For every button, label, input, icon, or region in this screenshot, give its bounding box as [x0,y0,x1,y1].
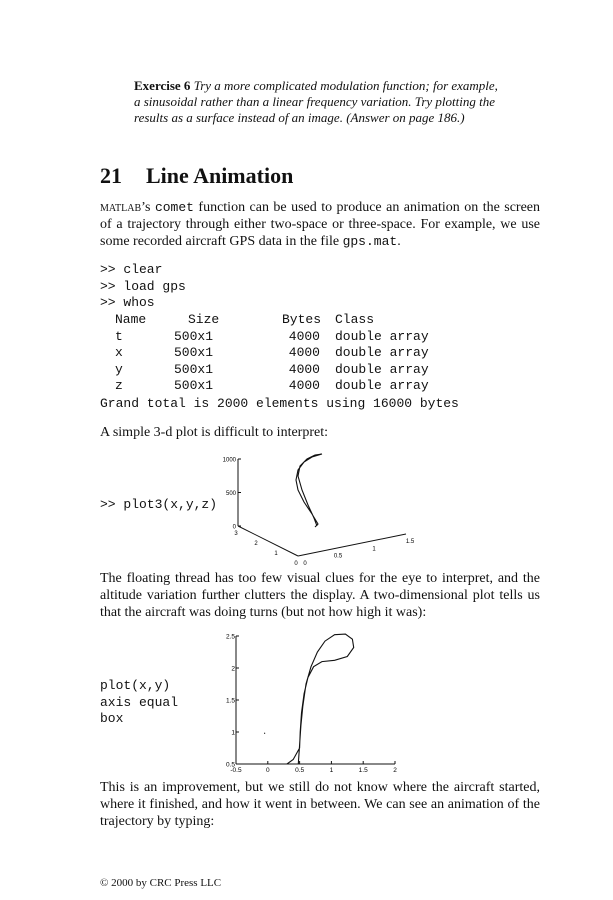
y-tick-label: 2.5 [225,633,235,641]
copyright-footer: © 2000 by CRC Press LLC [100,877,222,889]
y-tick-label: 1 [274,551,278,557]
whos-row [100,329,460,346]
command-line: >> load gps [100,278,186,294]
whos-row [100,345,460,362]
x-tick-label: 1.5 [358,767,368,774]
whos-row [100,378,460,395]
grand-total: Grand total is 2000 elements using 16000 bytes [100,396,459,411]
cell-size: 500x1 [174,378,214,393]
cell-class: double array [335,378,429,393]
command-line: axis equal [100,694,179,710]
command-line: >> clear [100,262,163,277]
x-tick-label: -0.5 [230,767,242,774]
stray-point [264,733,265,734]
whos-header-row [100,312,460,329]
plot3d-axes [238,459,406,556]
whos-table [100,312,460,395]
section-number: 21 [100,163,122,188]
intro-text-2: function can be used to produce an animation on the screen of a trajectory through either two-space or three-space. For example, we use some recorded aircraft GPS data in the file [100,200,541,249]
y-tick-label: 0.5 [225,761,235,769]
x-tick-label: 2 [393,767,397,774]
intro-paragraph [100,199,540,250]
exercise-text: Try a more complicated modulation function; for example, a sinusoidal rather than a linear frequency variation. Try plotting the results as a surface instead of an image. (Answer on page 186.) [134,78,498,125]
section-heading [100,163,293,189]
x-tick-label: 0 [303,561,307,567]
plot3-command [100,497,217,514]
cell-class: double array [335,345,429,360]
cell-name: t [115,328,123,344]
intro-text-1: ’s [141,200,155,215]
exercise-block [134,78,504,126]
matlab-name: matlab [100,200,142,215]
cell-size: 500x1 [174,361,214,377]
x-tick-label: 1 [329,767,334,774]
header-bytes: Bytes [282,312,322,327]
cell-size: 500x1 [174,345,214,360]
y-tick-label: 1.5 [225,697,235,705]
y-tick-label: 2 [254,541,258,547]
y-tick-label: 1 [231,729,235,737]
command-line: >> plot3(x,y,z) [100,497,218,512]
plot2d-chart [218,628,408,776]
plot3d-ticks [223,458,415,568]
intro-text-3: . [397,234,401,249]
section-title: Line Animation [146,163,294,188]
gps-file-code: gps.mat [342,234,398,249]
x-tick-label: 0.5 [333,553,343,560]
command-line: box [100,711,124,726]
plot2d-ticks [226,634,397,775]
x-tick-label: 0 [265,767,270,774]
cell-bytes: 4000 [288,328,320,344]
cell-bytes: 4000 [288,345,320,360]
exercise-label: Exercise 6 [134,78,191,93]
whos-row [100,362,460,379]
command-line: plot(x,y) [100,678,171,693]
x-tick-label: 0.5 [295,767,305,774]
x-tick-label: 1 [372,546,376,553]
z-tick-label: 0 [232,524,236,531]
plot2d-series-line [287,634,354,764]
comet-code: comet [154,200,194,215]
cell-bytes: 4000 [288,361,320,377]
cell-class: double array [335,361,429,377]
y-tick-label: 3 [234,531,238,537]
cell-name: x [115,345,123,360]
text-improvement: This is an improvement, but we still do not know where the aircraft started, where it finished, and how it went in between. We can see an animation of the trajectory by typing: [100,780,540,829]
cell-name: z [115,378,123,393]
plot2d-commands [100,678,178,728]
command-block [100,262,186,312]
header-name: Name [115,312,147,327]
header-class: Class [335,312,375,327]
plot3d-chart [222,450,415,567]
command-line: >> whos [100,295,155,310]
y-tick-label: 0 [294,561,298,567]
cell-bytes: 4000 [288,378,320,393]
header-size: Size [188,312,220,327]
cell-name: y [115,361,123,377]
y-axis-line [238,526,298,556]
x-axis-line [298,534,406,556]
cell-class: double array [335,328,429,344]
plot3d-series-line [296,454,322,527]
x-tick-label: 1.5 [405,539,415,545]
text-3d-intro: A simple 3-d plot is difficult to interpret: [100,425,328,440]
y-tick-label: 2 [231,665,235,673]
z-tick-label: 500 [225,491,236,497]
text-thread: The floating thread has too few visual clues for the eye to interpret, and the altitude variation further clutters the display. A two-dimensional plot tells us that the aircraft was doing turns (but not how high it was): [100,571,540,620]
cell-size: 500x1 [174,328,214,344]
z-tick-label: 1000 [222,457,236,464]
